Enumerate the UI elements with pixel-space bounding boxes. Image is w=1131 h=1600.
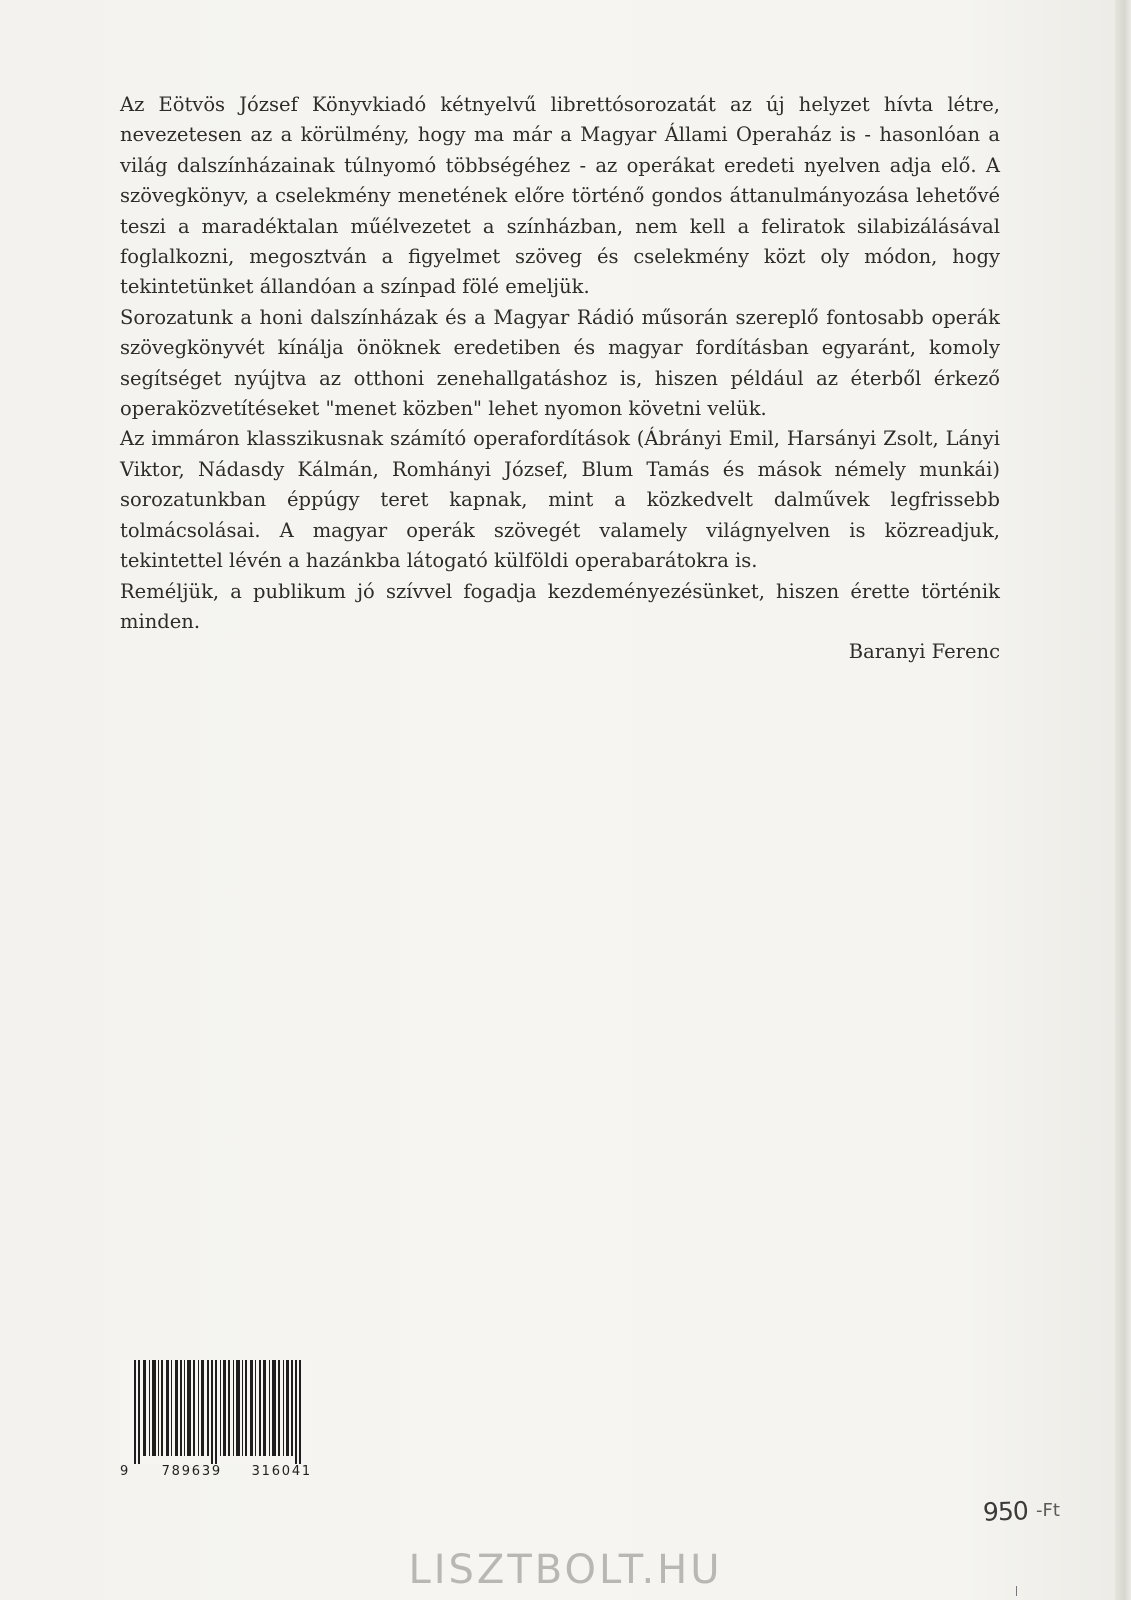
author-signature: Baranyi Ferenc (848, 640, 1000, 664)
barcode-bars (120, 1360, 312, 1464)
paragraph-closing: Reméljük, a publikum jó szívvel fogadja kezdeményezésünket, hiszen érette történik minden. (120, 579, 1000, 633)
barcode-first-digit: 9 (120, 1464, 129, 1479)
isbn-barcode (120, 1360, 312, 1486)
barcode-left-digits: 789639 (161, 1464, 222, 1479)
store-watermark: LISZTBOLT.HU (408, 1547, 723, 1593)
barcode-number (120, 1464, 312, 1479)
barcode-right-digits: 316041 (251, 1464, 312, 1479)
page-edge-shadow (1115, 0, 1131, 1600)
handwritten-price: 950 (982, 1496, 1029, 1527)
price-currency-mark: -Ft (1036, 1500, 1060, 1521)
paragraph-series: Sorozatunk a honi dalszínházak és a Magyar Rádió műsorán szereplő fontosabb operák szövegkönyvét kínálja önöknek eredetiben és magyar fordításban egyaránt, komoly segítséget nyújtva az otthoni zenehallgatáshoz is, hiszen például az éterből érkező operaközvetítéseket "menet közben" lehet nyomon követni velük. (120, 305, 1000, 421)
paragraph-translations: Az immáron klasszikusnak számító operafordítások (Ábrányi Emil, Harsányi Zsolt, Lányi Viktor, Nádasdy Kálmán, Romhányi József, Blum Tamás és mások némely munkái) sorozatunkban éppúgy teret kapnak, mint a közkedvelt dalművek legfrissebb tolmácsolásai. A magyar operák szövegét valamely világnyelven is közreadjuk, tekintettel lévén a hazánkba látogató külföldi operabarátokra is. (120, 427, 1000, 573)
paragraph-intro: Az Eötvös József Könyvkiadó kétnyelvű librettósorozatát az új helyzet hívta létre, nevezetesen az a körülmény, hogy ma már a Magyar Állami Operaház is - hasonlóan a világ dalszínházainak túlnyomó többségéhez - az operákat eredeti nyelven adja elő. A szövegkönyv, a cselekmény menetének előre történő gondos áttanulmányozása lehetővé teszi a maradéktalan műélvezetet a színházban, nem kell a feliratok silabizálásával foglalkozni, megosztván a figyelmet szöveg és cselekmény közt oly módon, hogy tekintetünket állandóan a színpad fölé emeljük. (120, 93, 1000, 299)
blurb-text (120, 90, 1000, 668)
